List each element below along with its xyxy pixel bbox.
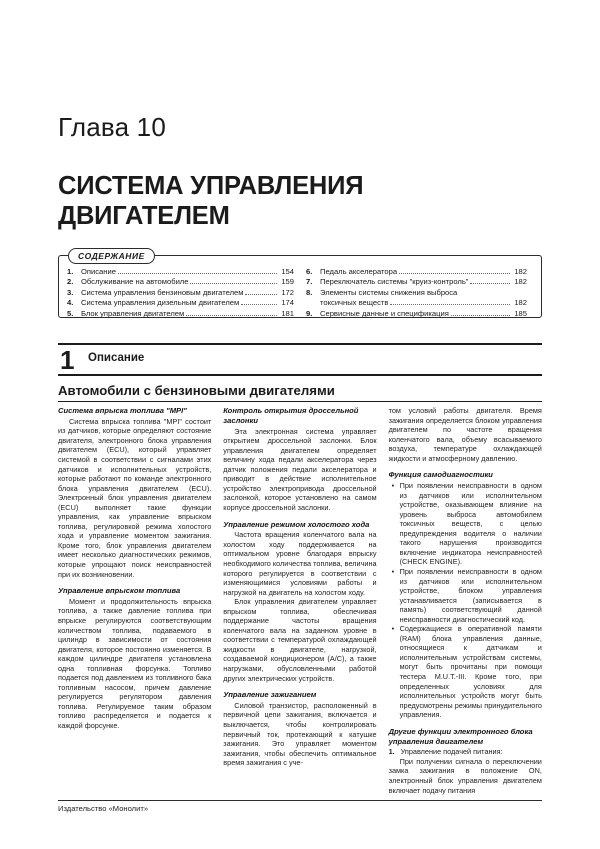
toc-column-right <box>300 267 533 319</box>
toc-entry-page: 159 <box>281 277 294 287</box>
toc-entry-page: 182 <box>514 267 527 276</box>
heading-throttle-opening-control: Контроль открытия дроссельной заслонки <box>223 406 359 425</box>
toc-entry[interactable] <box>67 277 294 287</box>
toc-leader-dots <box>190 278 277 284</box>
toc-leader-dots <box>451 310 510 316</box>
paragraph-fuel-injection-control: Момент и продолжительность впрыска топлива, а также давление топлива при впрыске регулируются соответствующим количеством топлива, подаваемого в цилиндр в зависимости от состояния двигателя, которое постоянно изменяется. В каждом цилиндре двигателя установлена одна топливная форсунка. Топливо подается под давлением из топливного бака топливным насосом, причем давление регулируется регулятором давления топлива. Регулируемое таким образом топливо распределяется и подается к каждой форсунке. <box>58 596 212 730</box>
toc-leader-dots <box>390 299 510 305</box>
toc-leader-dots <box>470 278 510 284</box>
heading-fuel-injection-control: Управление впрыском топлива <box>58 586 181 596</box>
body-column-1 <box>58 406 211 784</box>
toc-leader-dots <box>241 299 277 305</box>
list-item-text: Управление подачей питания: <box>400 747 503 757</box>
toc-column-left <box>67 267 300 319</box>
paragraph-idle-control-1: Частота вращения коленчатого вала на холостом ходу поддерживается на оптимальном уровне благодаря впрыску необходимого количества топлива, величина которого регулируется в соответствии с изменяющимися условиями работы и нагрузкой на двигатель на холостом ходу. <box>223 530 377 597</box>
toc-entry-title: Элементы системы снижения выброса <box>320 287 458 297</box>
body-columns <box>58 406 542 795</box>
toc-entry-title: Педаль акселератора <box>320 267 398 276</box>
paragraph-ignition-control-cont: том условий работы двигателя. Время зажигания определяется блоком управления двигателем по частоте вращения коленчатого вала, объему всасываемого воздуха, температуре охлаждающей жидкости и атмосферному давлению. <box>388 406 542 463</box>
footer-publisher: Издательство «Монолит» <box>58 804 149 813</box>
toc-entry-title: Переключатель системы "круиз-контроль" <box>320 277 469 287</box>
toc-entry-title: токсичных веществ <box>320 298 389 308</box>
heading-mpi-fuel-injection: Система впрыска топлива "MPI" <box>58 406 187 415</box>
toc-entry-page: 174 <box>281 298 294 308</box>
heading-other-ecu-functions: Другие функции электронного блока управления двигателем <box>388 726 533 746</box>
footer-divider <box>58 800 542 801</box>
toc-entry-number: 3. <box>67 287 74 297</box>
toc-entry[interactable] <box>67 288 294 298</box>
toc-entry[interactable] <box>306 288 527 298</box>
toc-entry-page: 154 <box>281 267 294 276</box>
paragraph-throttle-opening-control: Эта электронная система управляет открытием дроссельной заслонки. Блок управления двигателем определяет величину хода педали акселератора через датчик положения педали акселератора и приводит в действие исполнительное устройство электропривода дроссельной заслонкой, которое установлено на самом корпусе дроссельной заслонки. <box>223 426 377 512</box>
paragraph-idle-control-2: Блок управления двигателем управляет впрыском топлива, обеспечивая поддержание частоты вращения коленчатого вала на заданном уровне в соответствии с температурой охлаждающей жидкости в двигателе, нагрузкой, создаваемой кондиционером (A/C), а также нагрузками, обусловленными работой других электрических устройств. <box>223 597 377 683</box>
list-item-power-supply-control <box>389 747 542 757</box>
chapter-title: СИСТЕМА УПРАВЛЕНИЯ ДВИГАТЕЛЕМ <box>58 172 364 230</box>
bullet-ram-data-mut3: • Содержащиеся в оперативной памяти (RAM) блока управления данные, относящиеся к датчикам и исполнительным устройствам системы, могут быть прочитаны при помощи тестера M.U.T.-III. Кроме того, при определенных условиях для исполнительных устройств могут быть предусмотрены режимы принудительного управления. <box>389 624 542 719</box>
paragraph-ignition-control: Силовой транзистор, расположенный в первичной цепи зажигания, включается и выключается, чтобы контролировать первичный ток, протекающий к катушке зажигания. Это управляет моментом зажигания, чтобы обеспечить оптимальное время зажигания с уче- <box>223 700 377 768</box>
section-number: 1 <box>60 345 75 375</box>
toc-heading-label: СОДЕРЖАНИЕ <box>78 251 145 261</box>
toc-entry-number: 1. <box>67 267 74 276</box>
toc-entry-title: Система управления бензиновым двигателем <box>81 287 244 297</box>
toc-entry-number: 2. <box>67 277 74 287</box>
toc-leader-dots <box>399 268 510 274</box>
toc-entry[interactable] <box>67 267 294 277</box>
bullet-diagnostic-code: • При появлении неисправности в одном из датчиков или исполнительном устройстве, блоком управления устанавливается (записывается в память) соответствующий данной неисправности диагностический код. <box>389 567 542 624</box>
toc-entry-number: 4. <box>67 298 74 308</box>
toc-leader-dots <box>245 289 277 295</box>
toc-entry-page: 181 <box>281 308 294 318</box>
toc-entry-title: Обслуживание на автомобиле <box>81 277 189 287</box>
chapter-label: Глава 10 <box>58 112 166 142</box>
toc-entry-title: Блок управления двигателем <box>81 308 185 318</box>
table-of-contents <box>58 251 542 318</box>
body-column-2 <box>223 406 376 784</box>
toc-entry[interactable] <box>306 277 527 287</box>
list-item-number: 1. <box>388 747 395 757</box>
toc-entry-title: Сервисные данные и спецификация <box>320 308 449 318</box>
toc-entry-page: 185 <box>514 308 527 318</box>
heading-idle-control: Управление режимом холостого хода <box>223 519 370 529</box>
toc-entry[interactable] <box>306 309 527 319</box>
toc-entry[interactable] <box>67 298 294 308</box>
toc-entry-title: Система управления дизельным двигателем <box>81 298 240 308</box>
paragraph-mpi-description: Система впрыска топлива "MPI" состоит из датчиков, которые определяют состояние двигателя, электронного блока управления двигателем (ECU), который управляет системой в соответствии с сигналами этих датчиков и исполнительных устройств, которые работают по команде электронного блока управления двигателем (ECU). Электронный блок управления двигателем (ECU) выполняет такие функции управления, как управление впрыском топлива, регулировкой режима холостого хода и управление моментом зажигания. Кроме того, блок управления двигателем имеет несколько диагностических режимов, которые упрощают поиск неисправностей при их возникновении. <box>58 416 212 579</box>
section-title: Описание <box>88 352 145 364</box>
toc-entry-number: 7. <box>306 277 313 287</box>
toc-leader-dots <box>186 310 277 316</box>
toc-entry[interactable] <box>67 309 294 319</box>
heading-ignition-control: Управление зажиганием <box>223 690 317 700</box>
toc-entry-number: 8. <box>306 287 313 297</box>
toc-entry[interactable] <box>306 267 527 277</box>
toc-leader-dots <box>118 268 277 274</box>
toc-entry-continuation[interactable] <box>306 298 527 308</box>
paragraph-power-supply-control: При получении сигнала о переключении замка зажигания в положение ON, электронный блок управления двигателем включает подачу питания <box>388 756 542 795</box>
toc-heading-tab <box>68 248 155 264</box>
toc-entry-number: 9. <box>306 308 313 318</box>
toc-entry-page: 172 <box>281 287 294 297</box>
toc-entry-number: 5. <box>67 308 74 318</box>
body-column-3 <box>388 406 542 795</box>
bullet-check-engine: • При появлении неисправности в одном из датчиков или исполнительном устройстве, оказывающем влияние на уровень выброса автомобилем токсичных веществ, с целью предупреждения водителя о наличии такого нарушения производится включение индикатора неисправностей (CHECK ENGINE). <box>389 481 542 567</box>
subsection-heading: Автомобили с бензиновыми двигателями <box>58 383 542 402</box>
toc-entry-page: 182 <box>514 298 527 308</box>
toc-entry-page: 182 <box>514 277 527 287</box>
toc-columns <box>59 267 541 319</box>
toc-entry-number: 6. <box>306 267 313 276</box>
toc-entry-title: Описание <box>81 267 116 276</box>
heading-self-diagnostics: Функция самодиагностики <box>388 470 493 480</box>
section-header-bar <box>58 343 542 376</box>
